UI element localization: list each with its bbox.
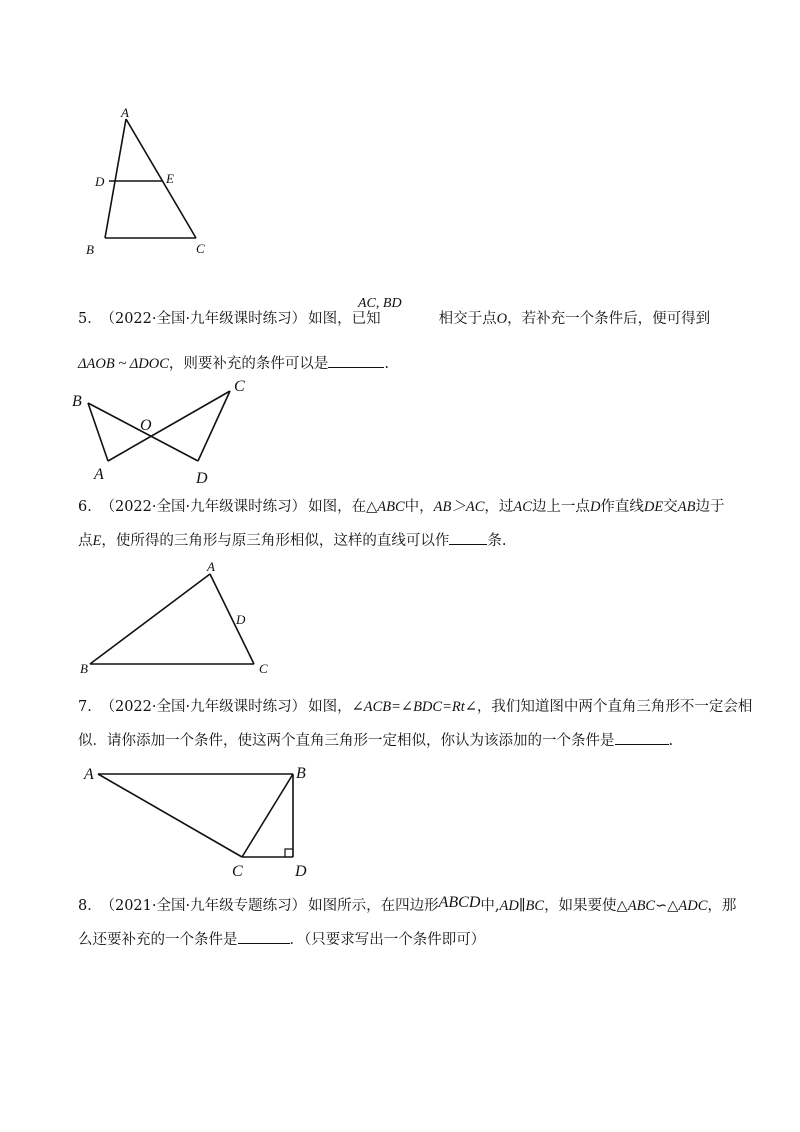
q6-text-4: 边上一点 [531, 499, 590, 515]
label-d: D [295, 863, 307, 880]
q6-d: D [589, 499, 601, 515]
q8-text-5: ，那 [707, 898, 737, 914]
figure-right-triangles-svg [80, 760, 330, 885]
q5-text-1: 如图，已知 [308, 311, 381, 327]
label-b: B [80, 661, 88, 676]
segment-ac [210, 574, 254, 664]
q8-text-3: ，如果要使△ [544, 898, 628, 914]
q7-line-1 [78, 697, 752, 717]
label-b: B [86, 242, 94, 257]
segment-ab [90, 574, 210, 664]
q8-line-2 [78, 929, 485, 950]
q6-text-3: ，过 [484, 499, 514, 515]
figure-triangle-abc-d [76, 558, 286, 683]
q6-l2-text-2: ，使所得的三角形与原三角形相似，这样的直线可以作 [101, 533, 450, 549]
q6-de: DE [643, 499, 664, 515]
q5-source: （2022·全国·九年级课时练习） [107, 311, 307, 327]
q7-end: . [668, 733, 674, 749]
q6-text-1: 如图，在△ [308, 499, 378, 515]
label-a: A [94, 466, 104, 483]
q6-l2-text-3: 条. [487, 533, 507, 549]
label-a: A [121, 105, 129, 120]
figure-triangle-ade-svg [80, 105, 220, 265]
q8-number: 8． [78, 898, 102, 914]
q7-math-angle: ∠ACB=∠BDC=Rt∠ [351, 699, 477, 715]
label-d: D [95, 174, 105, 189]
q5-line-1 [78, 309, 710, 329]
figure-right-triangles [80, 760, 330, 885]
q5-text-2: 相交于点 [438, 311, 497, 327]
figure-triangle-ade [80, 105, 220, 265]
q5-text-3: ，若补充一个条件后，便可得到 [507, 311, 711, 327]
q5-answer-blank[interactable] [328, 353, 384, 368]
figure-bowtie [68, 375, 268, 490]
label-b: B [72, 393, 82, 410]
q8-abc: ABC [627, 898, 656, 914]
q8-l2-text-2: ．（只要求写出一个条件即可） [289, 932, 486, 948]
q5-number: 5． [78, 311, 102, 327]
q6-source: （2022·全国·九年级课时练习） [107, 499, 307, 515]
q6-text-5: 作直线 [600, 499, 644, 515]
q7-number: 7． [78, 699, 102, 715]
segment-ab [105, 119, 126, 238]
q8-line-1 [78, 896, 736, 916]
q6-text-7: 边于 [695, 499, 725, 515]
label-d: D [196, 470, 208, 487]
q7-line-2 [78, 730, 673, 751]
label-a: A [84, 766, 94, 783]
label-b: B [296, 765, 306, 782]
segment-ac [126, 119, 196, 238]
q8-l2-text-1: 么还要补充的一个条件是 [78, 932, 238, 948]
q5-math-similar: ΔAOB ~ ΔDOC [78, 356, 169, 372]
figure-triangle-abc-d-svg [76, 558, 286, 683]
q8-abcd: ABCD [438, 894, 481, 911]
segment-ac [98, 774, 242, 857]
label-c: C [234, 378, 245, 395]
q8-text-2: 中, [480, 898, 500, 914]
q5-line-2 [78, 353, 389, 374]
q5-point-o: O [496, 311, 508, 327]
segment-ac [108, 391, 230, 461]
q6-l2-text-1: 点 [78, 533, 93, 549]
q5-text-4: ，则要补充的条件可以是 [168, 356, 329, 372]
label-c: C [232, 863, 243, 880]
q6-text-2: 中， [404, 499, 434, 515]
q8-parallel: AD∥BC [499, 898, 545, 914]
q8-answer-blank[interactable] [238, 929, 290, 944]
q6-abc: ABC [377, 499, 405, 515]
q8-adc: ADC [678, 898, 708, 914]
q6-condition: AB＞AC [433, 499, 485, 515]
label-a: A [207, 559, 215, 574]
label-d: D [236, 612, 246, 627]
label-e: E [166, 171, 174, 186]
q8-similar-sign: ∽ [655, 898, 668, 914]
q8-source: （2021·全国·九年级专题练习） [107, 898, 307, 914]
label-o: O [140, 417, 152, 434]
q5-end: . [384, 356, 390, 372]
q7-source: （2022·全国·九年级课时练习） [107, 699, 307, 715]
figure-bowtie-svg [68, 375, 268, 490]
label-c: C [259, 661, 268, 676]
segment-cd [198, 391, 230, 461]
q6-line-2 [78, 530, 506, 551]
q6-answer-blank[interactable] [449, 530, 487, 545]
q6-line-1 [78, 497, 724, 517]
q6-number: 6． [78, 499, 102, 515]
q7-l2-text-1: 似．请你添加一个条件，使这两个直角三角形一定相似，你认为该添加的一个条件是 [78, 733, 615, 749]
label-c: C [196, 241, 205, 256]
q5-math-ac-bd: AC, BD [358, 296, 402, 311]
q8-text-1: 如图所示，在四边形 [308, 898, 439, 914]
q7-text-1: 如图， [308, 699, 352, 715]
q8-text-4: △ [667, 898, 679, 914]
q6-e: E [92, 533, 102, 549]
q6-ab: AB [677, 499, 696, 515]
q7-text-2: ，我们知道图中两个直角三角形不一定会相 [476, 699, 753, 715]
q6-text-6: 交 [663, 499, 678, 515]
q6-ac: AC [513, 499, 532, 515]
right-angle-mark [285, 849, 293, 857]
segment-bc [242, 774, 293, 857]
q7-answer-blank[interactable] [615, 730, 669, 745]
